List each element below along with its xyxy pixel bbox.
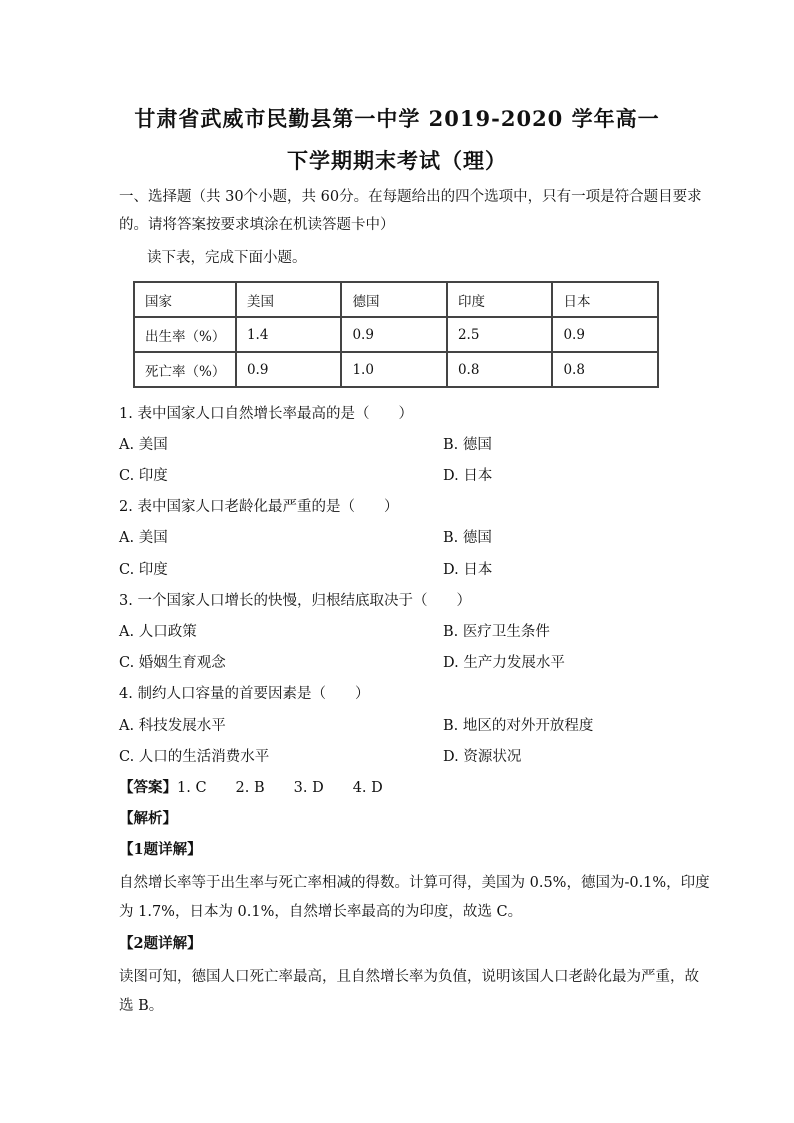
detail-2-line-1: 读图可知，德国人口死亡率最高，且自然增长率为负值，说明该国人口老龄化最为严重，故 bbox=[119, 969, 699, 985]
answer-label: 【答案】 bbox=[119, 779, 177, 796]
detail-1-label: 【1题详解】 bbox=[119, 841, 202, 858]
table-cell: 0.9 bbox=[552, 317, 658, 352]
question-1-option-b[interactable]: B. 德国 bbox=[443, 437, 492, 453]
question-1-option-d[interactable]: D. 日本 bbox=[443, 468, 493, 484]
question-4-stem: 4. 制约人口容量的首要因素是（ ） bbox=[119, 686, 370, 702]
table-cell: 德国 bbox=[341, 282, 447, 317]
table-cell: 1.4 bbox=[236, 317, 342, 352]
detail-1-line-1: 自然增长率等于出生率与死亡率相减的得数。计算可得，美国为 0.5%，德国为-0.1%，印度 bbox=[119, 875, 710, 891]
question-1-option-a[interactable]: A. 美国 bbox=[119, 437, 168, 453]
table-instruction: 读下表，完成下面小题。 bbox=[147, 250, 307, 266]
table-cell: 0.9 bbox=[236, 352, 342, 387]
question-1-stem: 1. 表中国家人口自然增长率最高的是（ ） bbox=[119, 406, 413, 422]
page-title-line-1: 甘肃省武威市民勤县第一中学 2019-2020 学年高一 bbox=[134, 106, 660, 131]
question-4-option-d[interactable]: D. 资源状况 bbox=[443, 749, 522, 765]
table-cell: 国家 bbox=[134, 282, 236, 317]
analysis-label: 【解析】 bbox=[119, 810, 177, 827]
table-cell: 0.8 bbox=[552, 352, 658, 387]
table-cell: 0.9 bbox=[341, 317, 447, 352]
question-2-stem: 2. 表中国家人口老龄化最严重的是（ ） bbox=[119, 499, 399, 515]
detail-2-line-2: 选 B。 bbox=[119, 998, 164, 1014]
table-cell: 1.0 bbox=[341, 352, 447, 387]
question-4-option-c[interactable]: C. 人口的生活消费水平 bbox=[119, 749, 270, 765]
population-table bbox=[133, 281, 659, 388]
table-row bbox=[134, 282, 658, 317]
table-row bbox=[134, 352, 658, 387]
answer-line bbox=[119, 778, 679, 798]
table-row bbox=[134, 317, 658, 352]
question-2-option-c[interactable]: C. 印度 bbox=[119, 562, 168, 578]
table-cell: 日本 bbox=[552, 282, 658, 317]
page-title-line-2: 下学期期末考试（理） bbox=[287, 148, 507, 173]
question-3-option-c[interactable]: C. 婚姻生育观念 bbox=[119, 655, 226, 671]
question-1-option-c[interactable]: C. 印度 bbox=[119, 468, 168, 484]
answer-text: 1. C 2. B 3. D 4. D bbox=[177, 780, 383, 796]
section-intro-line-1: 一、选择题（共 30个小题，共 60分。在每题给出的四个选项中，只有一项是符合题目要求 bbox=[119, 189, 702, 205]
question-2-option-d[interactable]: D. 日本 bbox=[443, 562, 493, 578]
table-cell: 美国 bbox=[236, 282, 342, 317]
table-cell: 出生率（%） bbox=[134, 317, 236, 352]
detail-2-label: 【2题详解】 bbox=[119, 935, 202, 952]
table-cell: 死亡率（%） bbox=[134, 352, 236, 387]
question-4-option-b[interactable]: B. 地区的对外开放程度 bbox=[443, 718, 594, 734]
detail-1-line-2: 为 1.7%，日本为 0.1%，自然增长率最高的为印度，故选 C。 bbox=[119, 904, 523, 920]
question-4-option-a[interactable]: A. 科技发展水平 bbox=[119, 718, 226, 734]
question-3-option-b[interactable]: B. 医疗卫生条件 bbox=[443, 624, 550, 640]
section-intro-line-2: 的。请将答案按要求填涂在机读答题卡中） bbox=[119, 217, 395, 233]
question-3-option-a[interactable]: A. 人口政策 bbox=[119, 624, 197, 640]
table-cell: 2.5 bbox=[447, 317, 553, 352]
table-cell: 印度 bbox=[447, 282, 553, 317]
question-2-option-b[interactable]: B. 德国 bbox=[443, 530, 492, 546]
question-3-option-d[interactable]: D. 生产力发展水平 bbox=[443, 655, 565, 671]
question-3-stem: 3. 一个国家人口增长的快慢，归根结底取决于（ ） bbox=[119, 593, 471, 609]
table-cell: 0.8 bbox=[447, 352, 553, 387]
question-2-option-a[interactable]: A. 美国 bbox=[119, 530, 168, 546]
